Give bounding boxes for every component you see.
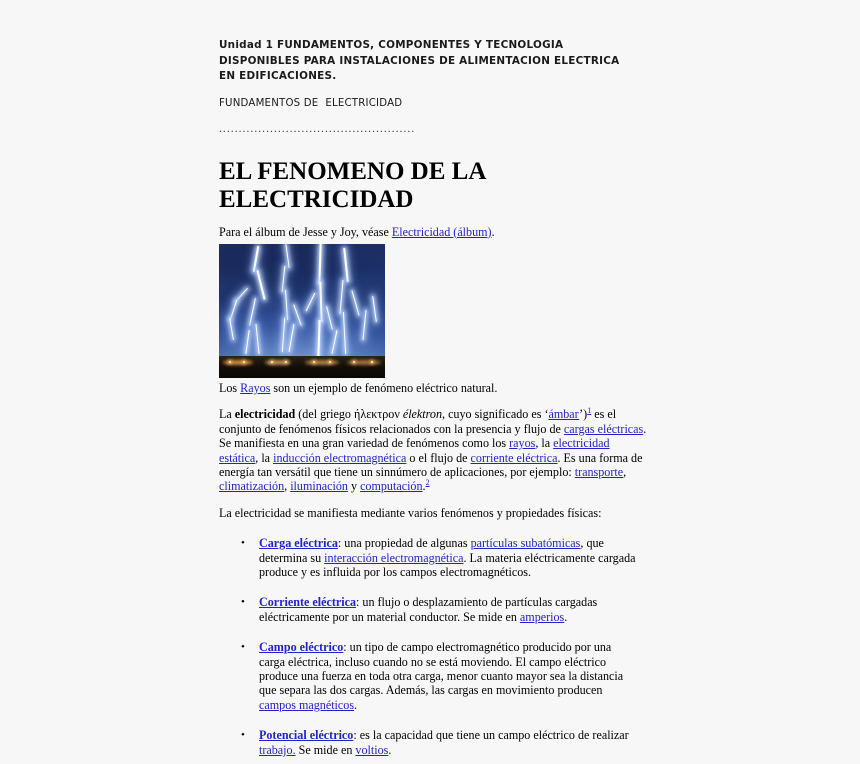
figure-lightning	[219, 239, 647, 378]
city-light	[229, 361, 231, 363]
text-run: : un flujo o desplazamiento de partículas cargadas eléctricamente por un material conductor. Se mide en	[259, 595, 598, 624]
text-run: . La materia eléctricamente cargada produce y es influida por los campos electromagnéticos.	[259, 550, 636, 579]
link-particulas-subatomicas[interactable]: partículas subatómicas	[470, 536, 581, 551]
text-run: , la	[535, 436, 554, 451]
link-induccion-electromagnetica[interactable]: inducción electromagnética	[273, 450, 407, 465]
document-page	[219, 0, 647, 757]
link-campo-electrico[interactable]: Campo eléctrico	[259, 640, 344, 655]
text-run: Se mide en	[295, 742, 356, 757]
hatnote-prefix: Para el álbum de Jesse y Joy, véase	[219, 224, 392, 239]
city-light	[243, 361, 245, 363]
link-interaccion-electromagnetica[interactable]: interacción electromagnética	[324, 550, 464, 565]
city-light	[271, 361, 273, 363]
footnote-ref-2[interactable]	[426, 478, 430, 487]
link-potencial-electrico[interactable]: Potencial eléctrico	[259, 728, 354, 743]
text-run: ’)	[579, 407, 588, 422]
link-rayos-caption[interactable]: Rayos	[240, 380, 271, 395]
text-run: : es la capacidad que tiene un campo eléctrico de realizar	[353, 728, 629, 743]
list-item	[259, 712, 647, 757]
footnote-link-1[interactable]: 1	[587, 406, 592, 416]
text-run: ,	[623, 464, 627, 479]
link-climatizacion[interactable]: climatización	[219, 479, 285, 494]
city-glow	[223, 360, 253, 365]
caption-prefix: Los	[219, 380, 241, 395]
figure-caption	[219, 378, 647, 395]
link-voltios[interactable]: voltios	[355, 742, 389, 757]
list-item	[259, 520, 647, 579]
list-item	[259, 579, 647, 624]
city-glow	[265, 360, 291, 365]
city-light	[329, 361, 331, 363]
text-run: . Se manifiesta en una gran variedad de fenómenos como los	[219, 421, 647, 451]
lightning-storm-photo	[219, 244, 385, 378]
link-computacion[interactable]: computación	[360, 479, 423, 494]
link-corriente-electrica[interactable]: corriente eléctrica	[470, 450, 558, 465]
text-run: .	[354, 697, 358, 712]
text-run: . Es una forma de energía tan versátil que tiene un sinnúmero de aplicaciones, por ejemplo:	[219, 450, 643, 479]
link-iluminacion[interactable]: iluminación	[290, 479, 348, 494]
text-run: La	[219, 407, 235, 422]
list-intro-paragraph: La electricidad se manifiesta mediante varios fenómenos y propiedades físicas:	[219, 505, 602, 520]
text-run: es el conjunto de fenómenos físicos relacionados con la presencia y flujo de	[219, 407, 617, 436]
city-light	[371, 361, 373, 363]
list-item	[259, 624, 647, 712]
text-run: : un tipo de campo electromagnético producido por una carga eléctrica, incluso cuando no se está moviendo. El campo eléctrico produce una fuerza en toda otra carga, menor cuanto mayor sea la distancia que separa las dos cargas. Además, las cargas en movimiento producen	[259, 640, 624, 698]
text-run: .	[564, 609, 568, 624]
text-run: , que determina su	[259, 536, 604, 565]
text-run: , cuyo significado es ‘	[442, 407, 549, 422]
unit-heading: Unidad 1 FUNDAMENTOS, COMPONENTES Y TECNOLOGIA DISPONIBLES PARA INSTALACIONES DE ALIMENTACION ELECTRICA EN EDIFICACIONES.	[219, 39, 620, 82]
footnote-link-2[interactable]: 2	[425, 478, 430, 488]
link-ambar[interactable]: ámbar	[548, 407, 580, 422]
text-run: : una propiedad de algunas	[337, 536, 471, 551]
hatnote-suffix: .	[491, 224, 495, 239]
page-title: EL FENOMENO DE LA ELECTRICIDAD	[219, 157, 486, 213]
link-electricidad-estatica[interactable]: electricidad estática	[219, 436, 610, 465]
text-run: ,	[284, 479, 291, 494]
link-electricidad-album[interactable]: Electricidad (álbum)	[391, 224, 492, 239]
phenomena-list	[219, 520, 647, 757]
city-light	[353, 361, 355, 363]
text-run: .	[422, 479, 426, 494]
link-transporte[interactable]: transporte	[574, 464, 624, 479]
link-carga-electrica[interactable]: Carga eléctrica	[259, 536, 338, 551]
subject-heading: FUNDAMENTOS DE ELECTRICIDAD	[219, 97, 403, 109]
text-run: (del griego	[295, 407, 355, 422]
text-run: y	[347, 479, 361, 494]
link-corriente-electrica-item[interactable]: Corriente eléctrica	[259, 595, 357, 610]
link-trabajo[interactable]: trabajo.	[259, 742, 296, 757]
greek-word: ήλεκτρον	[354, 407, 400, 422]
city-light	[285, 361, 287, 363]
link-amperios[interactable]: amperios	[519, 609, 565, 624]
link-rayos[interactable]: rayos	[509, 436, 536, 451]
city-glow	[305, 360, 339, 365]
hatnote	[219, 214, 647, 239]
lead-paragraph	[219, 395, 647, 493]
text-run: , la	[255, 450, 274, 465]
term-electricidad: electricidad	[234, 407, 296, 422]
transliteration-elektron: élektron	[402, 407, 443, 422]
link-cargas-electricas[interactable]: cargas eléctricas	[563, 421, 644, 436]
caption-suffix: son un ejemplo de fenómeno eléctrico natural.	[270, 380, 498, 395]
city-light	[313, 361, 315, 363]
text-run: .	[388, 742, 392, 757]
link-campos-magneticos[interactable]: campos magnéticos	[259, 697, 355, 712]
text-run: o el flujo de	[406, 450, 471, 465]
dotted-separator: ..................................................	[219, 122, 416, 135]
